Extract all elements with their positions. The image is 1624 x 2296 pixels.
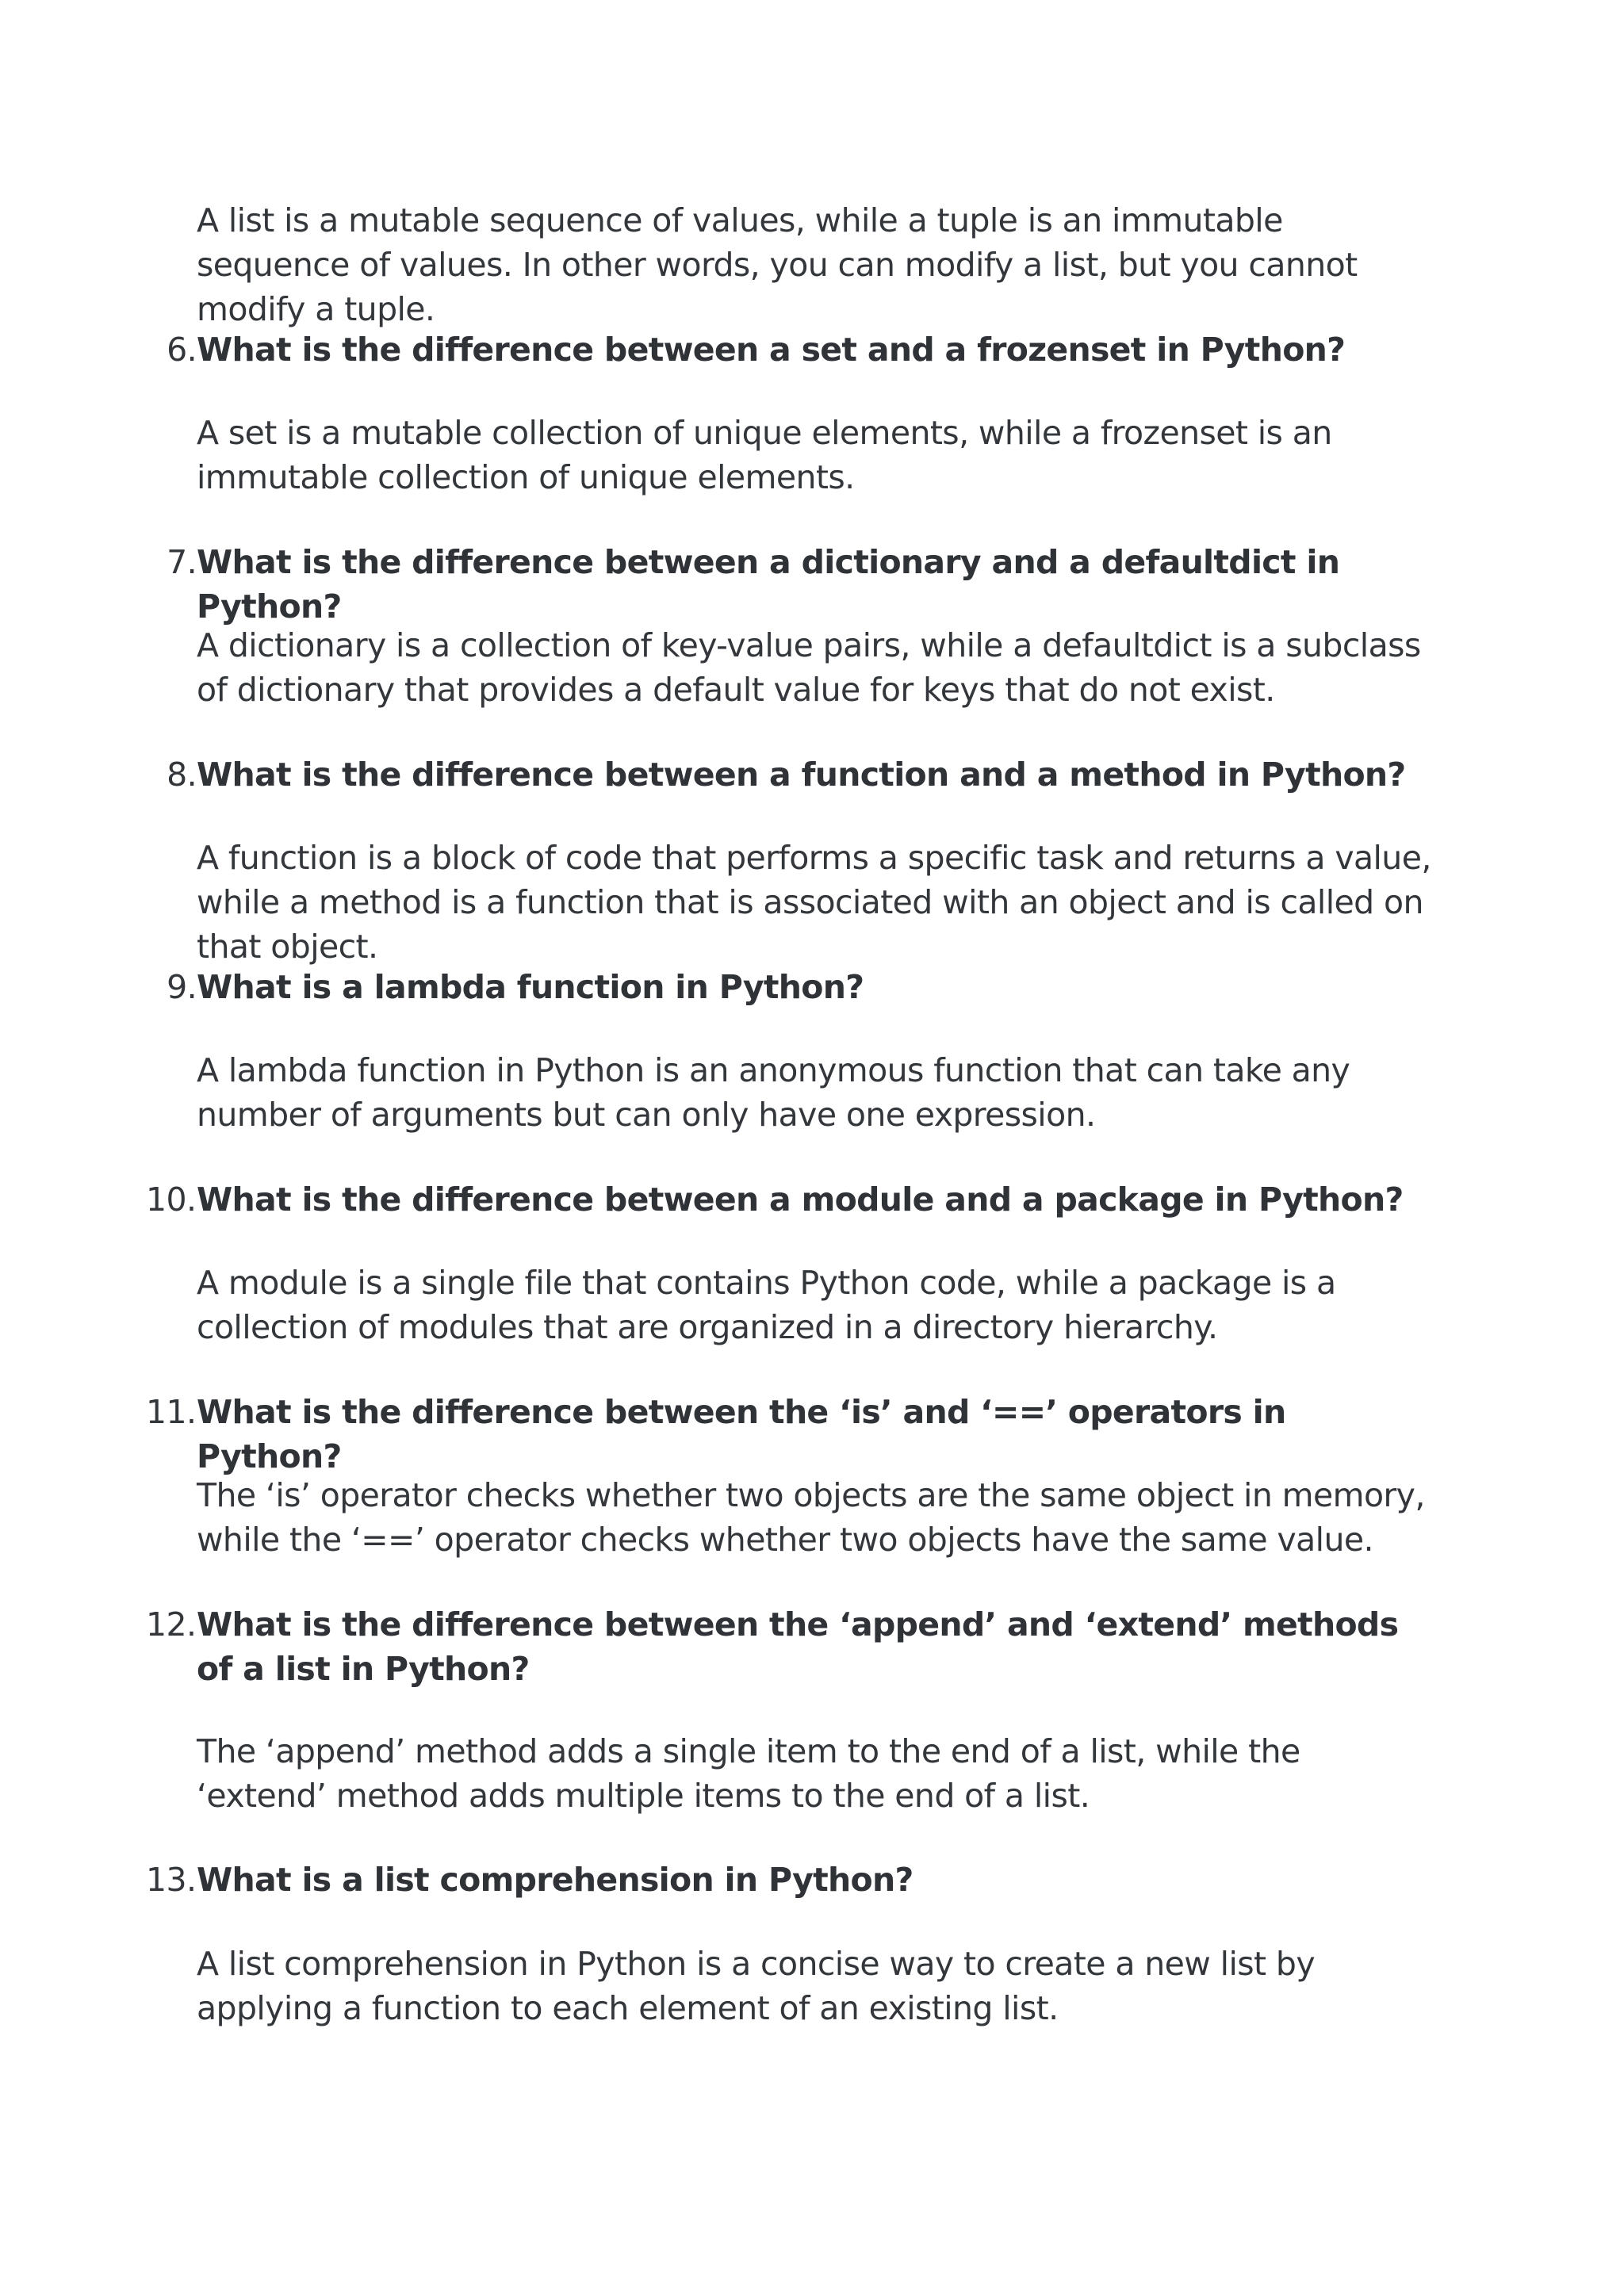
question-text: What is the difference between a set and a frozenset in Python? [197, 331, 1346, 369]
question-text: What is the difference between a function and a method in Python? [197, 756, 1406, 794]
answer-12-text: The ‘append’ method adds a single item to the end of a list, while the ‘extend’ method adds multiple items to the end of a list. [197, 1732, 1300, 1815]
answer-11-text: The ‘is’ operator checks whether two objects are the same object in memory, while the ‘==’ operator checks whether two objects have the same value. [197, 1476, 1425, 1559]
question-number: 11. [146, 1393, 197, 1431]
question-number: 10. [146, 1181, 197, 1219]
question-number: 7. [167, 543, 197, 581]
answer-9-text: A lambda function in Python is an anonymous function that can take any number of arguments but can only have one expression. [197, 1051, 1350, 1134]
answer-5-text: A list is a mutable sequence of values, while a tuple is an immutable sequence of values. In other words, you can modify a list, but you cannot modify a tuple. [197, 201, 1358, 328]
answer-8-text: A function is a block of code that performs a specific task and returns a value, while a method is a function that is associated with an object and is called on that object. [197, 839, 1431, 966]
answer-6-text: A set is a mutable collection of unique elements, while a frozenset is an immutable collection of unique elements. [197, 414, 1332, 496]
question-text: What is a list comprehension in Python? [197, 1861, 914, 1899]
question-text: What is a lambda function in Python? [197, 968, 864, 1006]
question-text: What is the difference between a dictionary and a defaultdict in Python? [197, 543, 1340, 626]
answer-7-text: A dictionary is a collection of key-value pairs, while a defaultdict is a subclass of dictionary that provides a default value for keys that do not exist. [197, 626, 1421, 709]
question-number: 12. [146, 1605, 197, 1644]
question-number: 6. [167, 331, 197, 369]
question-number: 9. [167, 968, 197, 1006]
question-text: What is the difference between the ‘append’ and ‘extend’ methods of a list in Python? [197, 1605, 1399, 1688]
answer-10-text: A module is a single file that contains Python code, while a package is a collection of modules that are organized in a directory hierarchy. [197, 1264, 1336, 1346]
question-text: What is the difference between a module and a package in Python? [197, 1181, 1404, 1219]
question-text: What is the difference between the ‘is’ and ‘==’ operators in Python? [197, 1393, 1286, 1475]
question-number: 13. [146, 1861, 197, 1899]
answer-13-text: A list comprehension in Python is a concise way to create a new list by applying a function to each element of an existing list. [197, 1945, 1316, 2027]
question-number: 8. [167, 756, 197, 794]
